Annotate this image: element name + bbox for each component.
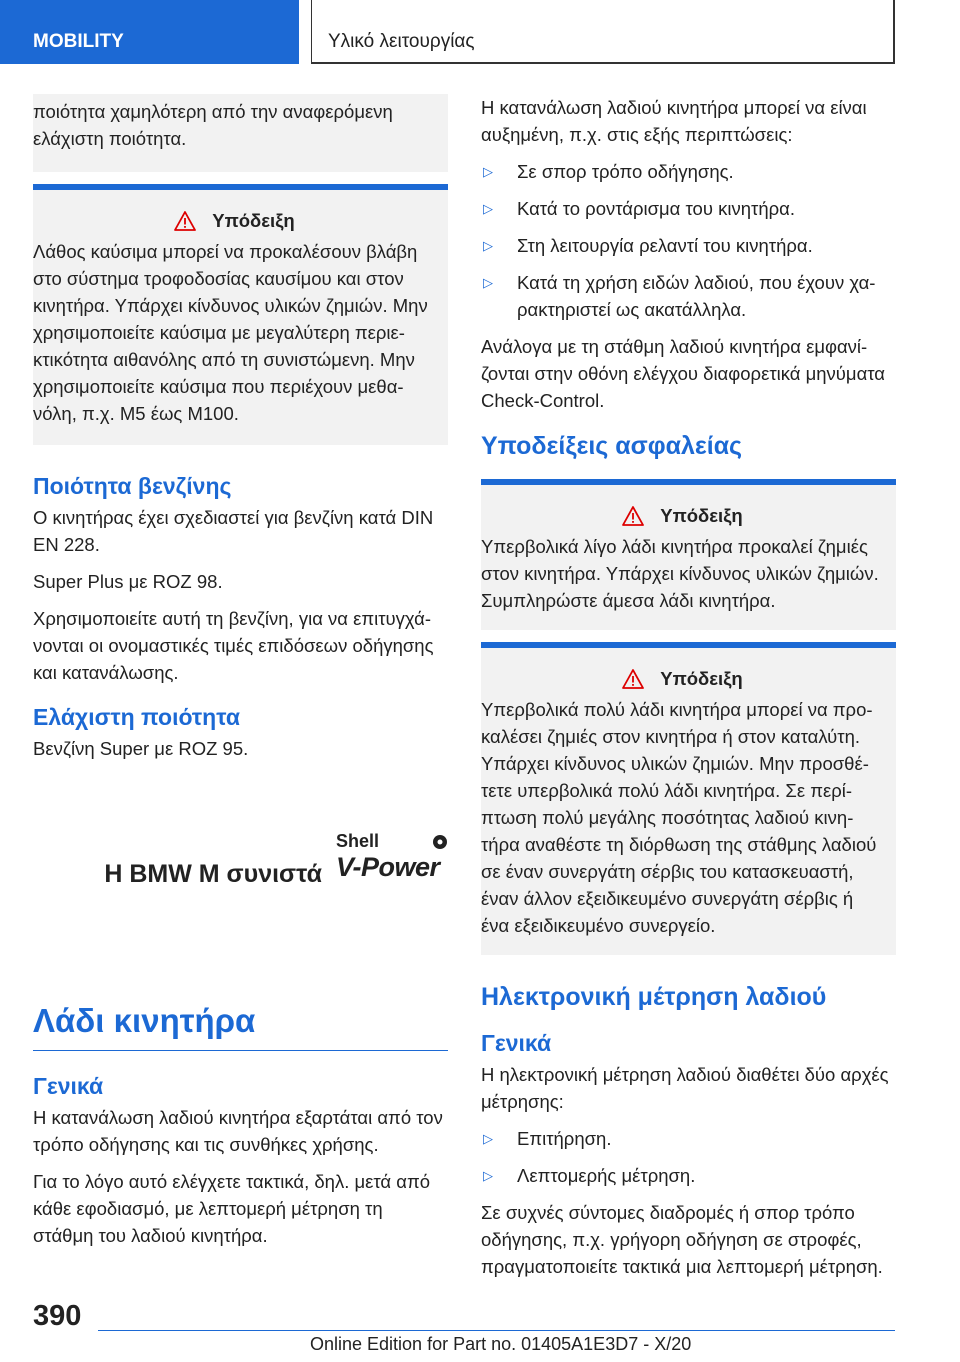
list-item: ▷ Επιτήρηση. <box>481 1125 896 1152</box>
warning-title: Υπόδειξη <box>660 668 743 689</box>
minimum-quality-heading: Ελάχιστη ποιότητα <box>33 704 240 730</box>
general-heading: Γενικά <box>33 1073 104 1099</box>
minimum-quality-text: Βενζίνη Super με ROZ 95. <box>33 738 249 759</box>
warning-triangle-icon <box>622 669 644 689</box>
electronic-general-text: Η ηλεκτρονική μέτρηση λαδιού διαθέτει δύο αρχές μέτρησης: <box>481 1064 889 1112</box>
general-text-2: Για το λόγο αυτό ελέγχετε τακτικά, δηλ. μετά από κάθε εφοδιασμό, με λεπτομερή μέτρηση τη στάθμη του λαδιού κινητήρα. <box>33 1171 431 1246</box>
list-item: ▷ Λεπτομερής μέτρηση. <box>481 1162 896 1189</box>
warning-text: Υπερβολικά λίγο λάδι κινητήρα προκαλεί ζημιές στον κινητήρα. Υπάρχει κίνδυνος υλικών ζημιών. Συμπληρώστε άμεσα λάδι κινητήρα. <box>481 536 879 611</box>
shell-brand <box>336 831 448 883</box>
warning-box-too-much-oil <box>481 642 896 955</box>
edition-footer: Online Edition for Part no. 01405A1E3D7 - X/20 <box>310 1334 692 1354</box>
measurement-bullets <box>481 1125 896 1189</box>
heading-underline <box>33 1050 448 1051</box>
petrol-text-3: Χρησιμοποιείτε αυτή τη βενζίνη, για να επιτυγχάνονται οι ονομαστικές τιμές επιδόσεων οδήγησης και κατανάλωσης. <box>33 608 434 683</box>
warning-box-fuel <box>33 184 448 445</box>
petrol-quality-heading: Ποιότητα βενζίνης <box>33 473 232 499</box>
bullet-triangle-icon: ▷ <box>483 1168 493 1183</box>
petrol-text-2: Super Plus με ROZ 98. <box>33 571 223 592</box>
list-item: ▷ Στη λειτουργία ρελαντί του κινητήρα. <box>481 232 896 259</box>
shell-vpower-logo <box>33 772 448 942</box>
right-column <box>481 94 896 1290</box>
page-number: 390 <box>33 1300 82 1332</box>
bullet-triangle-icon: ▷ <box>483 201 493 216</box>
chapter-title: Υλικό λειτουργίας <box>311 0 895 64</box>
bullet-triangle-icon: ▷ <box>483 1131 493 1146</box>
list-item: ▷ Σε σπορ τρόπο οδήγησης. <box>481 158 896 185</box>
petrol-text-1: Ο κινητήρας έχει σχεδιαστεί για βενζίνη κατά DIN EN 228. <box>33 507 434 555</box>
warning-header <box>481 505 884 527</box>
warning-box-low-oil <box>481 479 896 630</box>
safety-notes-heading: Υποδείξεις ασφαλείας <box>481 432 743 460</box>
bullet-triangle-icon: ▷ <box>483 164 493 179</box>
shell-emblem-icon <box>432 834 448 850</box>
detailed-measurement-text: Σε συχνές σύντομες διαδρομές ή σπορ τρόπο οδήγησης, π.χ. γρήγορη οδήγηση σε στροφές, πραγματοποιείτε τακτικά μια λεπτομερή μέτρηση. <box>481 1202 883 1277</box>
engine-oil-heading: Λάδι κινητήρα <box>33 1002 256 1039</box>
continued-warning-box <box>33 94 448 172</box>
bullet-triangle-icon: ▷ <box>483 238 493 253</box>
warning-title: Υπόδειξη <box>212 210 295 231</box>
warning-header <box>481 668 884 690</box>
footer-divider <box>98 1330 895 1331</box>
section-tab[interactable]: MOBILITY <box>0 0 299 64</box>
list-item: ▷ Κατά τη χρήση ειδών λαδιού, που έχουν χαρακτηριστεί ως ακατάλληλα. <box>481 269 896 323</box>
left-column <box>33 94 448 1259</box>
electronic-oil-heading: Ηλεκτρονική μέτρηση λαδιού <box>481 983 827 1011</box>
list-item: ▷ Κατά το ροντάρισμα του κινητήρα. <box>481 195 896 222</box>
vpower-text: V-Power <box>336 852 440 882</box>
oil-consumption-intro: Η κατανάλωση λαδιού κινητήρα μπορεί να είναι αυξημένη, π.χ. στις εξής περιπτώσεις: <box>481 97 867 145</box>
warning-header <box>33 210 436 232</box>
shell-text: Shell <box>336 831 380 851</box>
general-heading-right: Γενικά <box>481 1030 552 1056</box>
warning-text: Λάθος καύσιμα μπορεί να προκαλέσουν βλάβη στο σύστημα τροφοδοσίας καυσίμου και στον κινητήρα. Υπάρχει κίνδυνος υλικών ζημιών. Μην χρησιμοποιείτε καύσιμα με μεγαλύτερη περιεκτικότητα αιθανόλης από τη συνιστώμενη. Μην χρησιμοποιείτε καύσιμα που περιέχουν μεθανόλη, π.χ. M5 έως M100. <box>33 241 428 424</box>
warning-triangle-icon <box>174 211 196 231</box>
continued-text: ποιότητα χαμηλότερη από την αναφερόμενη ελάχιστη ποιότητα. <box>33 101 393 149</box>
warning-text: Υπερβολικά πολύ λάδι κινητήρα μπορεί να προκαλέσει ζημιές στον κινητήρα ή στον καταλύτη. Υπάρχει κίνδυνος υλικών ζημιών. Μην προσθέτετε υπερβολικά πολύ λάδι κινητήρα. Σε περίπτωση πολύ μεγάλης ποσότητας λαδιού κινητήρα αναθέστε τη διόρθωση της στάθμης λαδιού σε έναν συνεργάτη σέρβις του κατασκευαστή, έναν άλλον εξειδικευμένο συνεργάτη σέρβις ή ένα εξειδικευμένο συνεργείο. <box>481 699 877 936</box>
consumption-bullets <box>481 158 896 323</box>
warning-triangle-icon <box>622 506 644 526</box>
logo-recommends-text: H BMW M συνιστά <box>104 859 322 888</box>
warning-title: Υπόδειξη <box>660 505 743 526</box>
bullet-triangle-icon: ▷ <box>483 275 493 290</box>
check-control-text: Ανάλογα με τη στάθμη λαδιού κινητήρα εμφανίζονται στην οθόνη ελέγχου διαφορετικά μηνύματα Check-Control. <box>481 336 886 411</box>
general-text-1: Η κατανάλωση λαδιού κινητήρα εξαρτάται από τον τρόπο οδήγησης και τις συνθήκες χρήσης. <box>33 1107 443 1155</box>
